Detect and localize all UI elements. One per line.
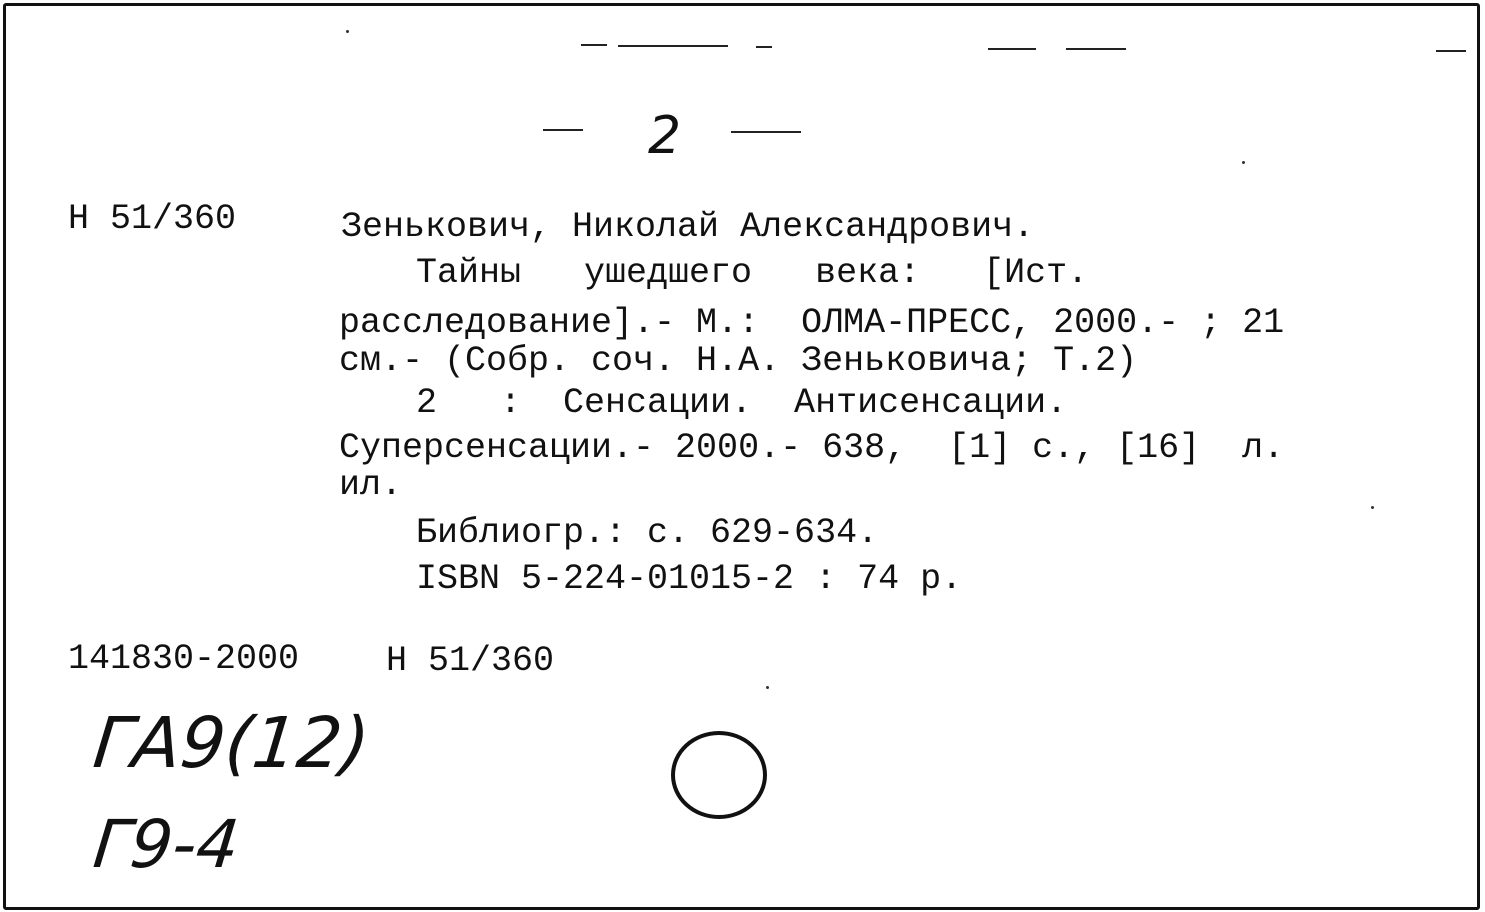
isbn-price: ISBN 5-224-01015-2 : 74 р. [416,559,963,599]
volume-line-1: 2 : Сенсации. Антисенсации. [416,383,1068,423]
speck [1242,161,1245,164]
page-mark-dash-left [543,129,583,131]
bibliography-note: Библиогр.: с. 629-634. [416,513,879,553]
top-dash-6 [1436,50,1466,52]
shelfmark-bottom: Н 51/360 [386,641,555,681]
top-dash-3 [756,46,772,48]
punch-hole-circle [671,731,767,819]
handwritten-classification-2: Г9-4 [89,806,243,883]
top-dash-4 [988,48,1036,50]
top-dash-1 [581,44,607,46]
page-mark-dash-right [731,131,801,133]
speck [346,30,349,33]
volume-line-2: Суперсенсации.- 2000.- 638, [1] с., [16] л. [339,428,1285,468]
title-line-1: Тайны ушедшего века: [Ист. [416,253,1089,293]
shelfmark: Н 51/360 [68,199,237,239]
title-line-2: расследование].- М.: ОЛМА-ПРЕСС, 2000.- ; 21 [339,303,1285,343]
accession-number: 141830-2000 [68,639,300,679]
top-dash-5 [1066,48,1126,50]
catalog-card [3,3,1480,910]
page-mark: 2 [648,106,682,166]
handwritten-classification-1: ГА9(12) [89,702,374,784]
speck [766,686,769,689]
speck [1371,506,1374,509]
top-dash-2 [618,45,728,47]
author-heading: Зенькович, Николай Александрович. [341,207,1035,247]
volume-line-3: ил. [339,465,403,505]
title-line-3: см.- (Собр. соч. Н.А. Зеньковича; Т.2) [339,341,1138,381]
